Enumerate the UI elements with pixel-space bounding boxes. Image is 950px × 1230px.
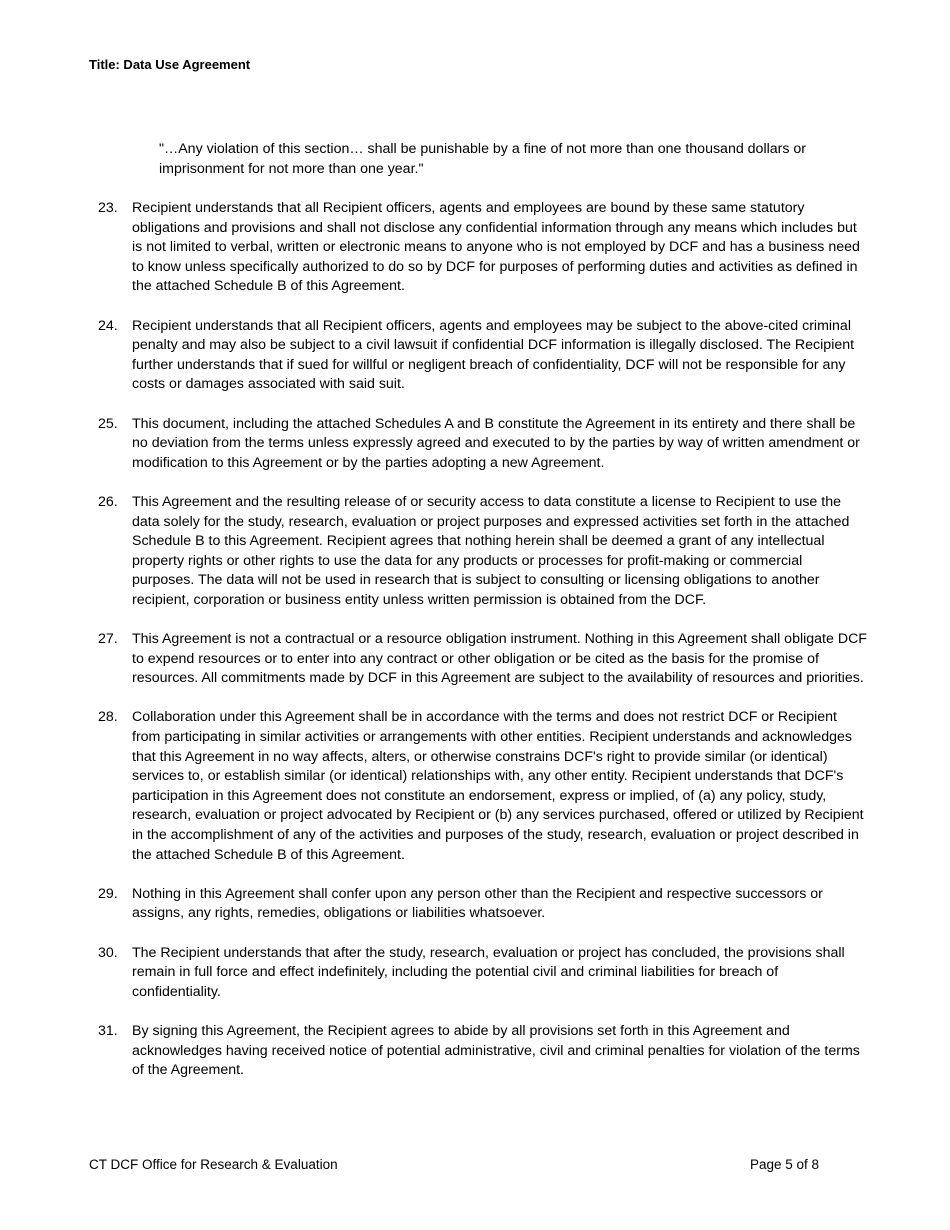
clause-text: Collaboration under this Agreement shall be in accordance with the terms and does not restrict DCF or Recipient from participating in similar activities or arrangements with other entities. Recipient understands and acknowledges that this Agreement in no way affects, alters, or otherwise constrains DCF's right to provide similar (or identical) services to, or establish similar (or identical) relationships with, any other entity. Recipient understands that DCF's participation in this Agreement does not constitute an endorsement, express or implied, of (a) any policy, study, research, evaluation or project advocated by Recipient or (b) any services purchased, offered or utilized by Recipient in the accomplishment of any of the activities and purposes of the study, research, evaluation or project described in the attached Schedule B of this Agreement. bbox=[132, 709, 864, 863]
footer-page-number: Page 5 of 8 bbox=[750, 1157, 820, 1172]
clause-28 bbox=[98, 708, 868, 865]
clause-number: 23. bbox=[98, 200, 118, 216]
clause-24 bbox=[98, 317, 868, 395]
clause-30 bbox=[98, 944, 868, 1003]
footer-office: CT DCF Office for Research & Evaluation bbox=[89, 1157, 338, 1172]
clause-31 bbox=[98, 1022, 868, 1081]
clause-number: 30. bbox=[98, 944, 118, 961]
clause-number: 26. bbox=[98, 493, 118, 510]
clause-26 bbox=[98, 493, 868, 611]
clause-number: 31. bbox=[98, 1022, 118, 1039]
clause-number: 29. bbox=[98, 885, 118, 902]
clause-27 bbox=[98, 630, 868, 689]
clause-text: This Agreement is not a contractual or a resource obligation instrument. Nothing in this Agreement shall obligate DCF to expend resources or to enter into any contract or other obligation or be cited as the basis for the promise of resources. All commitments made by DCF in this Agreement are subject to the availability of resources and priorities. bbox=[132, 631, 867, 687]
clause-text: This document, including the attached Schedules A and B constitute the Agreement in its entirety and there shall be no deviation from the terms unless expressly agreed and executed to by the parties by way of written amendment or modification to this Agreement or by the parties adopting a new Agreement. bbox=[132, 415, 860, 471]
clause-number: 25. bbox=[98, 415, 118, 432]
clause-text: The Recipient understands that after the study, research, evaluation or project has concluded, the provisions shall remain in full force and effect indefinitely, including the potential civil and criminal liabilities for breach of confidentiality. bbox=[132, 944, 845, 1000]
clause-text: This Agreement and the resulting release of or security access to data constitute a license to Recipient to use the data solely for the study, research, evaluation or project purposes and expressed activities set forth in the attached Schedule B to this Agreement. Recipient agrees that nothing herein shall be deemed a grant of any intellectual property rights or other rights to use the data for any products or processes for profit-making or commercial purposes. The data will not be used in research that is subject to consulting or licensing obligations to another recipient, corporation or business entity unless written permission is obtained from the DCF. bbox=[132, 493, 850, 608]
statute-quote: "…Any violation of this section… shall be punishable by a fine of not more than one thousand dollars or imprisonment for not more than one year." bbox=[159, 141, 807, 177]
clause-25 bbox=[98, 415, 868, 474]
clause-29 bbox=[98, 885, 868, 924]
clause-number: 28. bbox=[98, 709, 118, 726]
clause-text: Recipient understands that all Recipient officers, agents and employees may be subject to the above-cited criminal penalty and may also be subject to a civil lawsuit if confidential DCF information is illegally disclosed. The Recipient further understands that if sued for willful or negligent breach of confidentiality, DCF will not be responsible for any costs or damages associated with said suit. bbox=[132, 317, 855, 393]
clause-23 bbox=[98, 199, 868, 297]
clause-text: Nothing in this Agreement shall confer upon any person other than the Recipient and respective successors or assigns, any rights, remedies, obligations or liabilities whatsoever. bbox=[132, 885, 823, 922]
clause-list bbox=[98, 199, 868, 1100]
page-title: Title: Data Use Agreement bbox=[89, 57, 251, 72]
clause-number: 27. bbox=[98, 631, 118, 648]
clause-number: 24. bbox=[98, 317, 118, 334]
clause-text: Recipient understands that all Recipient officers, agents and employees are bound by these same statutory obligations and provisions and shall not disclose any confidential information through any means which includes but is not limited to verbal, written or electronic means to anyone who is not employed by DCF and has a business need to know unless specifically authorized to do so by DCF for purposes of performing duties and activities as defined in the attached Schedule B of this Agreement. bbox=[132, 200, 860, 295]
clause-text: By signing this Agreement, the Recipient agrees to abide by all provisions set forth in this Agreement and acknowledges having received notice of potential administrative, civil and criminal penalties for violation of the terms of the Agreement. bbox=[132, 1022, 860, 1079]
